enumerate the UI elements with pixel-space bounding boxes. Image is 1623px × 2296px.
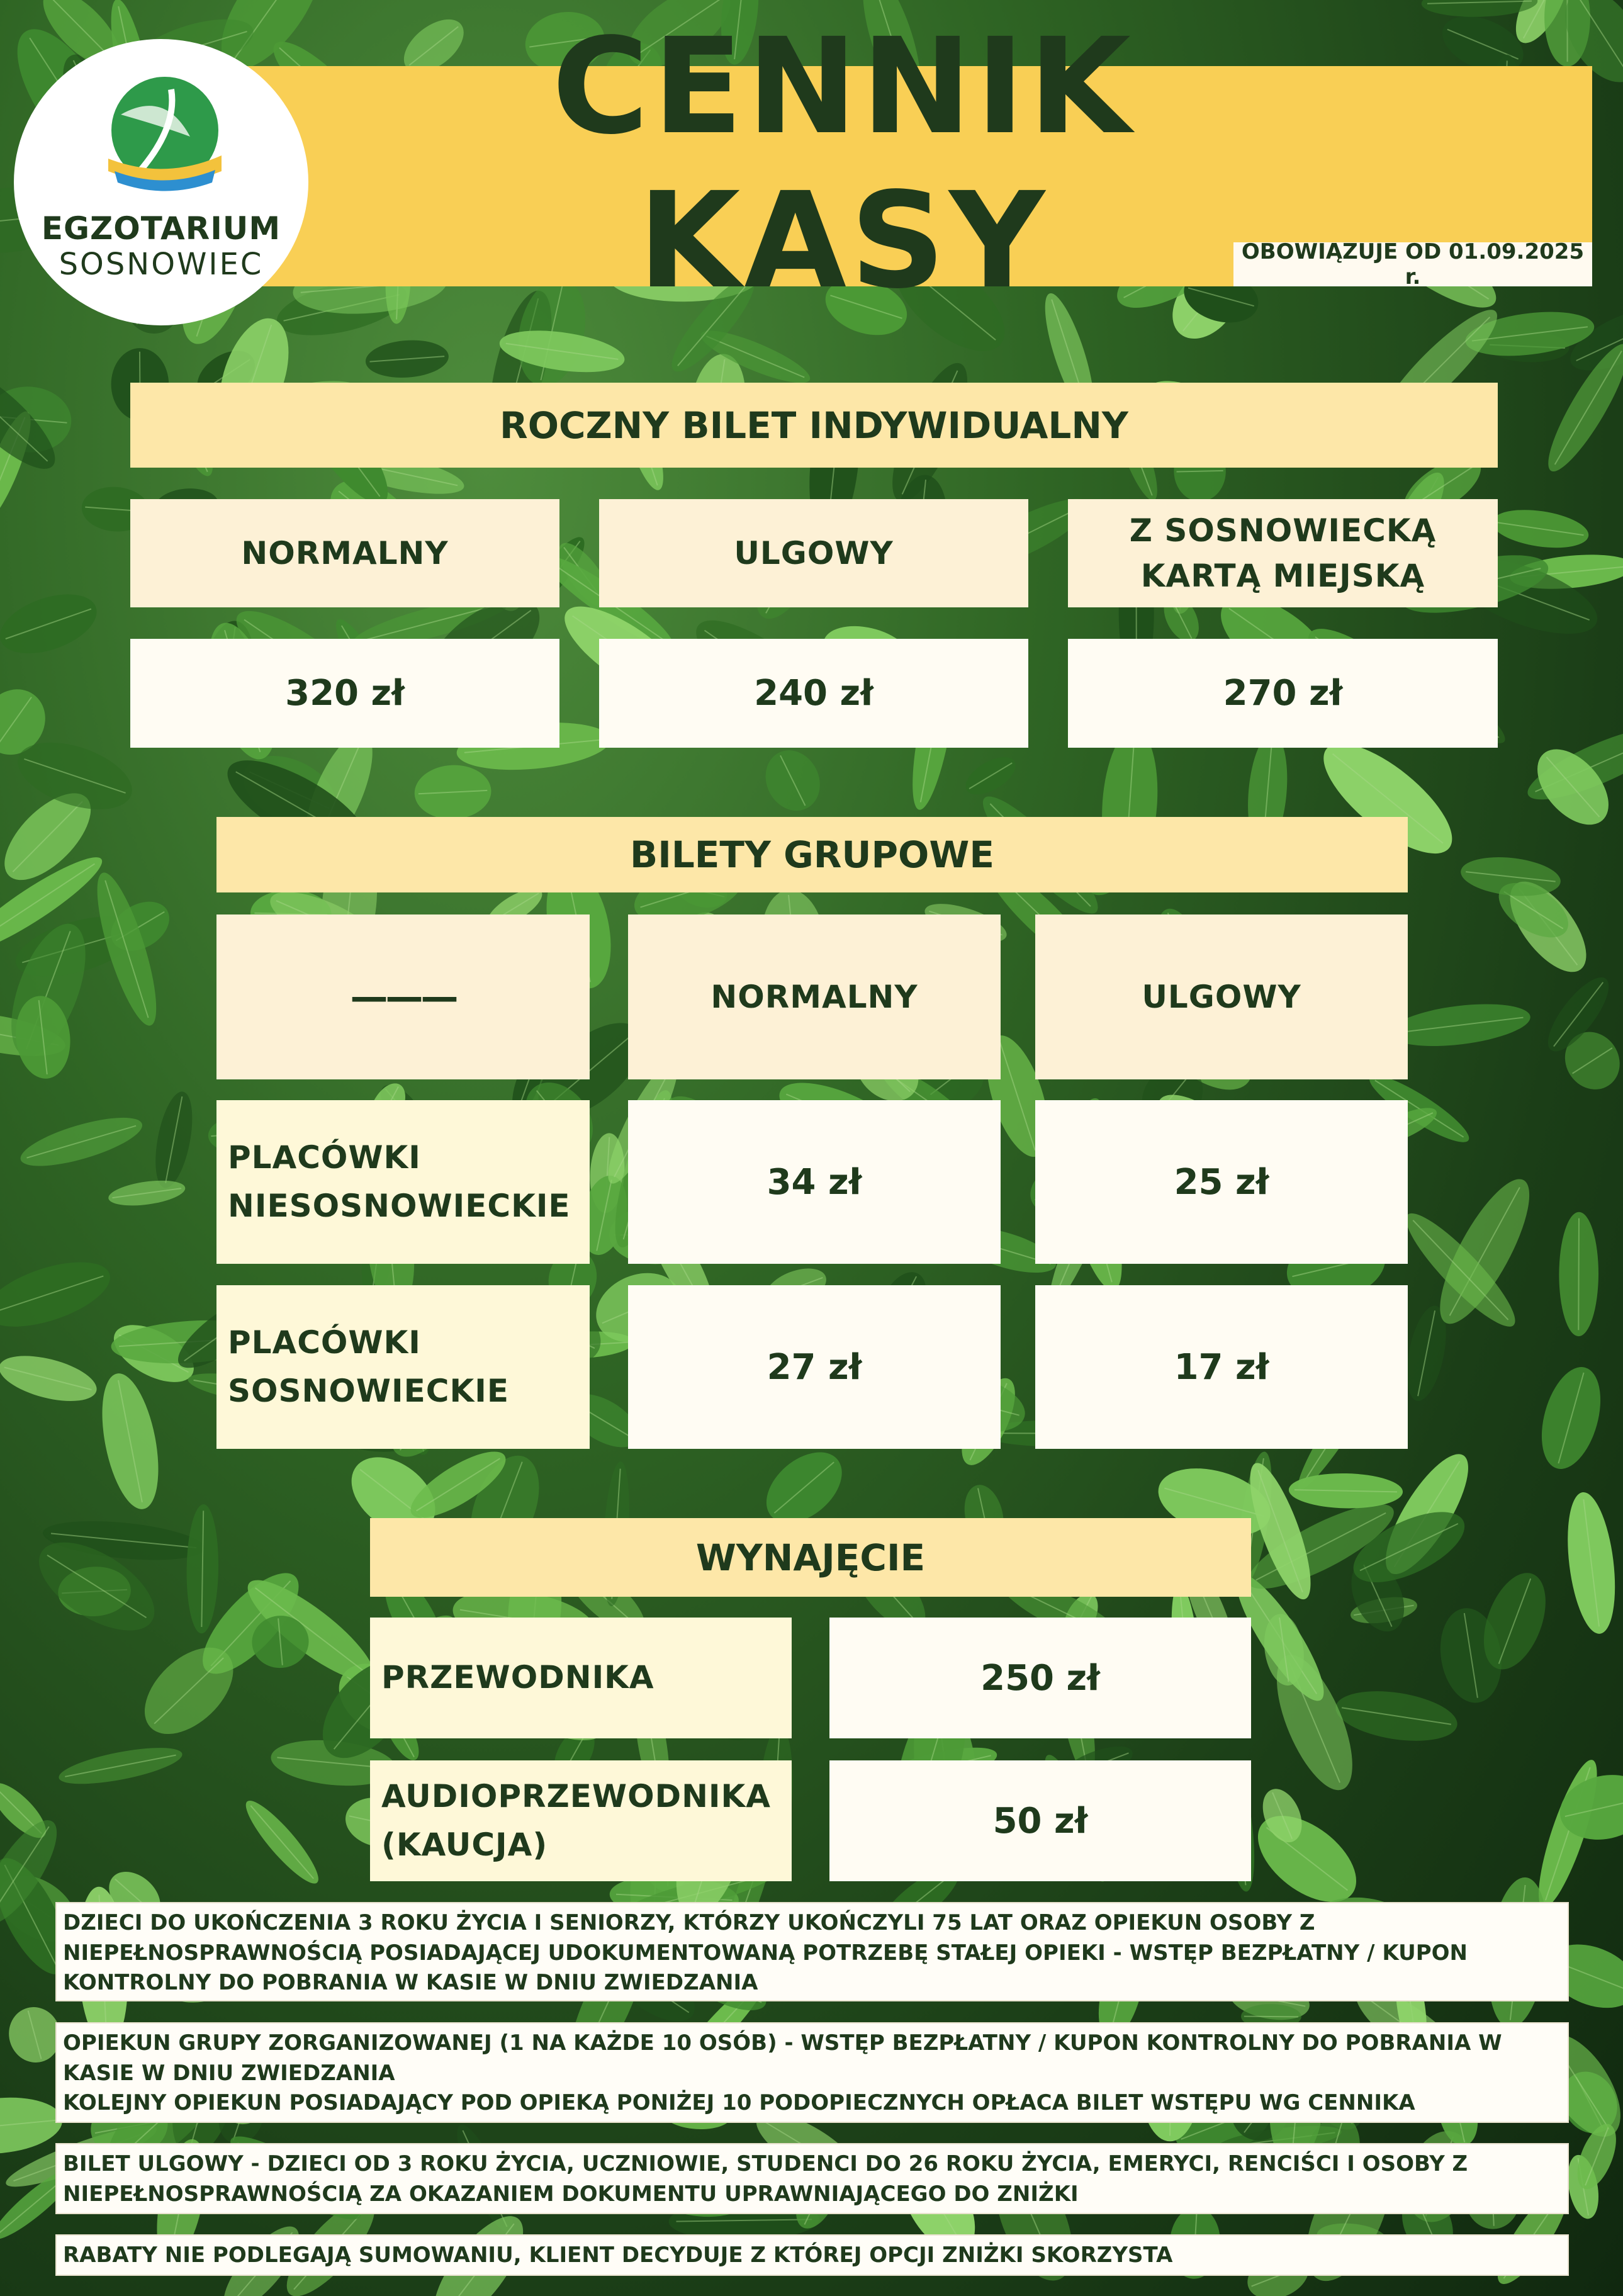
annual-price-normal: 320 zł (130, 639, 559, 748)
valid-from-date: OBOWIĄZUJE OD 01.09.2025 r. (1233, 242, 1592, 286)
leaf-shape (0, 1249, 118, 1340)
logo-emblem-icon (96, 77, 234, 196)
group-price-normal: 27 zł (628, 1285, 1001, 1449)
leaf-vein (1578, 1218, 1579, 1331)
note-text: OPIEKUN GRUPY ZORGANIZOWANEJ (1 NA KAŻDE 10 OSÓB) - WSTĘP BEZPŁATNY / KUPON KONTROLNY DO POBRANIA W KASIE W DNIU ZWIEDZANIA KOLEJNY OPIEKUN POSIADAJĄCY POD OPIEKĄ PONIŻEJ 10 PODOPIECZNYCH OPŁACA BILET WSTĘPU WG CENNIKA (63, 2030, 1502, 2116)
rental-row-label: PRZEWODNIKA (370, 1618, 792, 1738)
annual-price-city-card: 270 zł (1068, 639, 1498, 748)
page-title (352, 88, 1334, 239)
note-text: RABATY NIE PODLEGAJĄ SUMOWANIU, KLIENT DECYDUJE Z KTÓREJ OPCJI ZNIŻKI SKORZYSTA (63, 2243, 1173, 2268)
annual-header-city-card: Z SOSNOWIECKĄ KARTĄ MIEJSKĄ (1068, 499, 1498, 607)
group-price-normal: 34 zł (628, 1100, 1001, 1264)
annual-header-normal: NORMALNY (130, 499, 559, 607)
group-row-label: PLACÓWKI NIESOSNOWIECKIE (216, 1100, 590, 1264)
group-section-title: BILETY GRUPOWE (216, 817, 1408, 892)
note-free-entry (55, 1902, 1569, 2001)
annual-section-title: ROCZNY BILET INDYWIDUALNY (130, 383, 1498, 468)
note-group-guardian (55, 2022, 1569, 2123)
annual-price-reduced: 240 zł (599, 639, 1028, 748)
group-price-reduced: 25 zł (1035, 1100, 1408, 1264)
note-discounts (55, 2234, 1569, 2276)
rental-price: 50 zł (829, 1760, 1251, 1881)
logo-text-egzotarium: EGZOTARIUM (41, 210, 281, 247)
logo-text-sosnowiec: SOSNOWIEC (59, 247, 264, 282)
group-header-reduced: ULGOWY (1035, 914, 1408, 1079)
group-header-normal: NORMALNY (628, 914, 1001, 1079)
leaf-shape (0, 583, 104, 665)
annual-header-reduced: ULGOWY (599, 499, 1028, 607)
rental-row-label: AUDIOPRZEWODNIKA (KAUCJA) (370, 1760, 792, 1881)
group-header-corner: ——— (216, 914, 590, 1079)
leaf-shape (0, 1348, 101, 1410)
logo (14, 39, 308, 325)
leaf-vein (250, 1806, 313, 1879)
group-price-reduced: 17 zł (1035, 1285, 1408, 1449)
group-row-label: PLACÓWKI SOSNOWIECKIE (216, 1285, 590, 1449)
note-reduced-ticket (55, 2143, 1569, 2214)
note-text: DZIECI DO UKOŃCZENIA 3 ROKU ŻYCIA I SENIORZY, KTÓRZY UKOŃCZYLI 75 LAT ORAZ OPIEKUN OSOBY Z NIEPEŁNOSPRAWNOŚCIĄ POSIADAJĄCEJ UDOKUMENTOWANĄ POTRZEBĘ STAŁEJ OPIEKI - WSTĘP BEZPŁATNY / KUPON KONTROLNY DO POBRANIA W KASIE W DNIU ZWIEDZANIA (63, 1910, 1468, 1996)
note-text: BILET ULGOWY - DZIECI OD 3 ROKU ŻYCIA, UCZNIOWIE, STUDENCI DO 26 ROKU ŻYCIA, EMERYCI, RENCIŚCI I OSOBY Z NIEPEŁNOSPRAWNOŚCIĄ ZA OKAZANIEM DOKUMENTU UPRAWNIAJĄCEGO DO ZNIŻKI (63, 2151, 1468, 2207)
rental-section-title: WYNAJĘCIE (370, 1518, 1251, 1597)
rental-price: 250 zł (829, 1618, 1251, 1738)
